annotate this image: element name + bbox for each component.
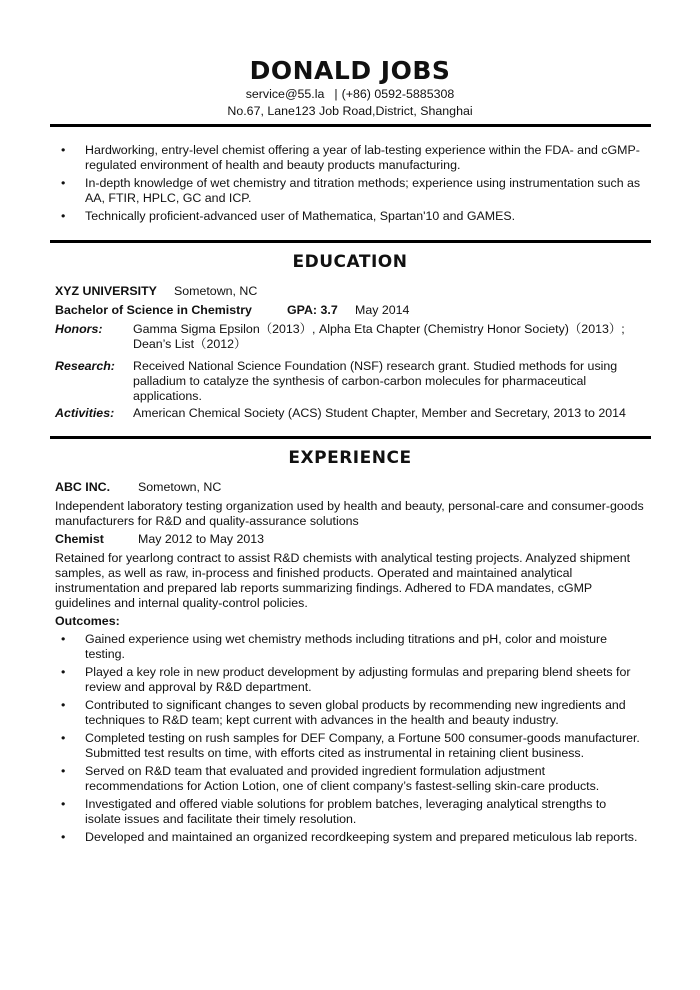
bullet: • <box>61 176 66 190</box>
address: No.67, Lane123 Job Road,District, Shanghai <box>227 104 473 118</box>
bullet: • <box>61 830 66 844</box>
school-name: XYZ UNIVERSITY <box>55 284 157 298</box>
summary-item: • Hardworking, entry-level chemist offering a year of lab-testing experience within the FDA- and cGMP-regulated environment of health and beauty products manufacturing. <box>61 143 640 172</box>
bullet: • <box>61 143 66 157</box>
outcomes-label: Outcomes: <box>55 614 120 628</box>
degree: Bachelor of Science in Chemistry <box>55 303 252 317</box>
activities-label: Activities: <box>55 406 115 420</box>
honors-label: Honors: <box>55 322 103 336</box>
contact-separator: | <box>334 87 338 101</box>
company-description: Independent laboratory testing organization used by health and beauty, personal-care and consumer-goods manufacturers for R&D and quality-assurance solutions <box>55 499 644 528</box>
candidate-name: DONALD JOBS <box>249 56 451 85</box>
phone: (+86) 0592-5885308 <box>341 87 455 101</box>
outcome-item: • Gained experience using wet chemistry methods including titrations and pH, color and moisture testing. <box>61 632 608 661</box>
education-title: EDUCATION <box>292 252 408 272</box>
email: service@55.la <box>245 87 325 101</box>
graduation-date: May 2014 <box>355 303 410 317</box>
role-description: Retained for yearlong contract to assist R&D chemists with analytical testing projects. Analyzed shipment samples, as well as raw, in-process and finished products. Operated and maintained analytical instrumentation and prepared lab reports summarizing findings. Adhered to FDA mandates, cGMP guidelines and internal quality-control policies. <box>55 551 631 610</box>
summary-item: • Technically proficient-advanced user of Mathematica, Spartan'10 and GAMES. <box>61 209 516 223</box>
bullet: • <box>61 731 66 745</box>
activities-text: American Chemical Society (ACS) Student Chapter, Member and Secretary, 2013 to 2014 <box>133 406 626 420</box>
role-dates: May 2012 to May 2013 <box>138 532 265 546</box>
outcome-item: • Completed testing on rush samples for DEF Company, a Fortune 500 consumer-goods manufacturer. Submitted test results on time, with efforts cited as instrumental in retaining client business. <box>61 731 640 760</box>
summary-list <box>55 143 645 227</box>
divider-experience <box>50 436 651 439</box>
bullet: • <box>61 632 66 646</box>
company-name: ABC INC. <box>55 480 111 494</box>
bullet: • <box>61 209 66 223</box>
outcome-item: • Served on R&D team that evaluated and provided ingredient formulation adjustment recommendations for Action Lotion, one of client company’s fastest-selling skin-care products. <box>61 764 600 793</box>
gpa: GPA: 3.7 <box>287 303 338 317</box>
outcomes-list <box>55 632 645 848</box>
bullet: • <box>61 665 66 679</box>
outcome-item: • Investigated and offered viable solutions for problem batches, leveraging analytical strengths to isolate issues and facilitate their timely resolution. <box>61 797 607 826</box>
outcome-item: • Contributed to significant changes to seven global products by recommending new ingredients and techniques to R&D team; kept current with advances in the health and beauty industry. <box>61 698 626 727</box>
role-title: Chemist <box>55 532 104 546</box>
bullet: • <box>61 698 66 712</box>
company-location: Sometown, NC <box>138 480 222 494</box>
research-text: Received National Science Foundation (NSF) research grant. Studied methods for using palladium to catalyze the synthesis of carbon-carbon molecules for pharmaceutical applications. <box>133 359 618 403</box>
experience-title: EXPERIENCE <box>288 448 412 468</box>
outcome-item: • Played a key role in new product development by adjusting formulas and preparing blend sheets for review and approval by R&D department. <box>61 665 631 694</box>
bullet: • <box>61 797 66 811</box>
contact-line <box>0 87 700 102</box>
school-location: Sometown, NC <box>174 284 258 298</box>
divider-header <box>50 124 651 127</box>
honors-text: Gamma Sigma Epsilon（2013）, Alpha Eta Chapter (Chemistry Honor Society)（2013）; Dean’s List（2012） <box>133 322 625 351</box>
research-label: Research: <box>55 359 115 373</box>
divider-education <box>50 240 651 243</box>
outcome-item: • Developed and maintained an organized recordkeeping system and prepared meticulous lab reports. <box>61 830 638 844</box>
summary-item: • In-depth knowledge of wet chemistry and titration methods; experience using instrumentation such as AA, FTIR, HPLC, GC and ICP. <box>61 176 641 205</box>
bullet: • <box>61 764 66 778</box>
